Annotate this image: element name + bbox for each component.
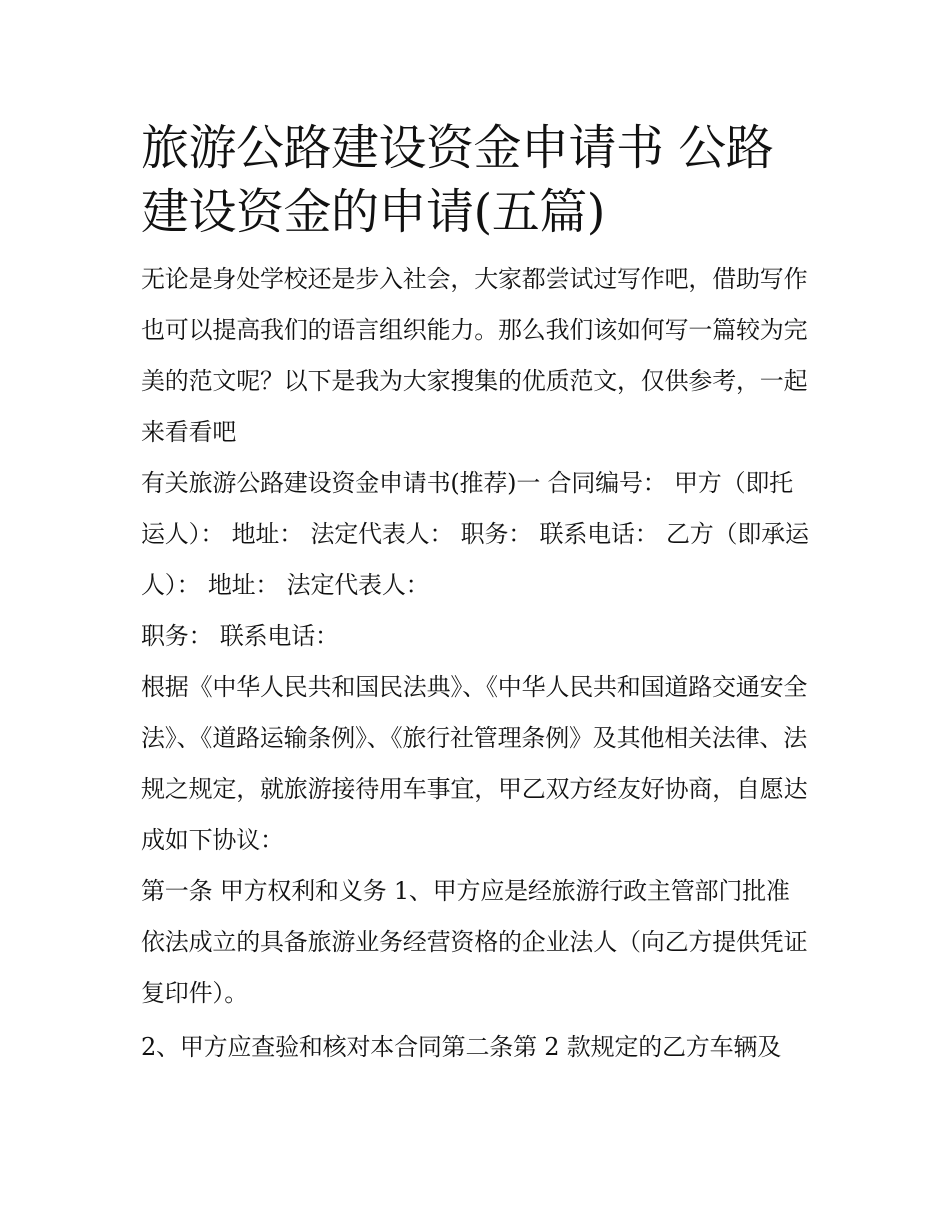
- paragraph-article-one: 第一条 甲方权利和义务 1、甲方应是经旅游行政主管部门批准依法成立的具备旅游业务经营资格的企业法人（向乙方提供凭证复印件）。: [141, 877, 808, 1007]
- paragraph-legal-basis: 根据《中华人民共和国民法典》、《中华人民共和国道路交通安全法》、《道路运输条例》、《旅行社管理条例》及其他相关法律、法规之规定，就旅游接待用车事宜，甲乙双方经友好协商，自愿达成如下协议：: [141, 673, 808, 854]
- paragraph-contract-parties: 有关旅游公路建设资金申请书(推荐)一 合同编号： 甲方（即托运人）： 地址： 法定代表人： 职务： 联系电话： 乙方（即承运人）： 地址： 法定代表人：: [141, 469, 809, 599]
- paragraph-intro: 无论是身处学校还是步入社会，大家都尝试过写作吧，借助写作也可以提高我们的语言组织能力。那么我们该如何写一篇较为完美的范文呢？以下是我为大家搜集的优质范文，仅供参考，一起来看看吧: [141, 265, 808, 446]
- document-title: 旅游公路建设资金申请书 公路建设资金的申请(五篇): [141, 120, 774, 240]
- document-body: [141, 116, 813, 1073]
- paragraph-contact: 职务： 联系电话：: [141, 622, 339, 650]
- paragraph-item-two: 2、甲方应查验和核对本合同第二条第 2 款规定的乙方车辆及: [141, 1033, 781, 1061]
